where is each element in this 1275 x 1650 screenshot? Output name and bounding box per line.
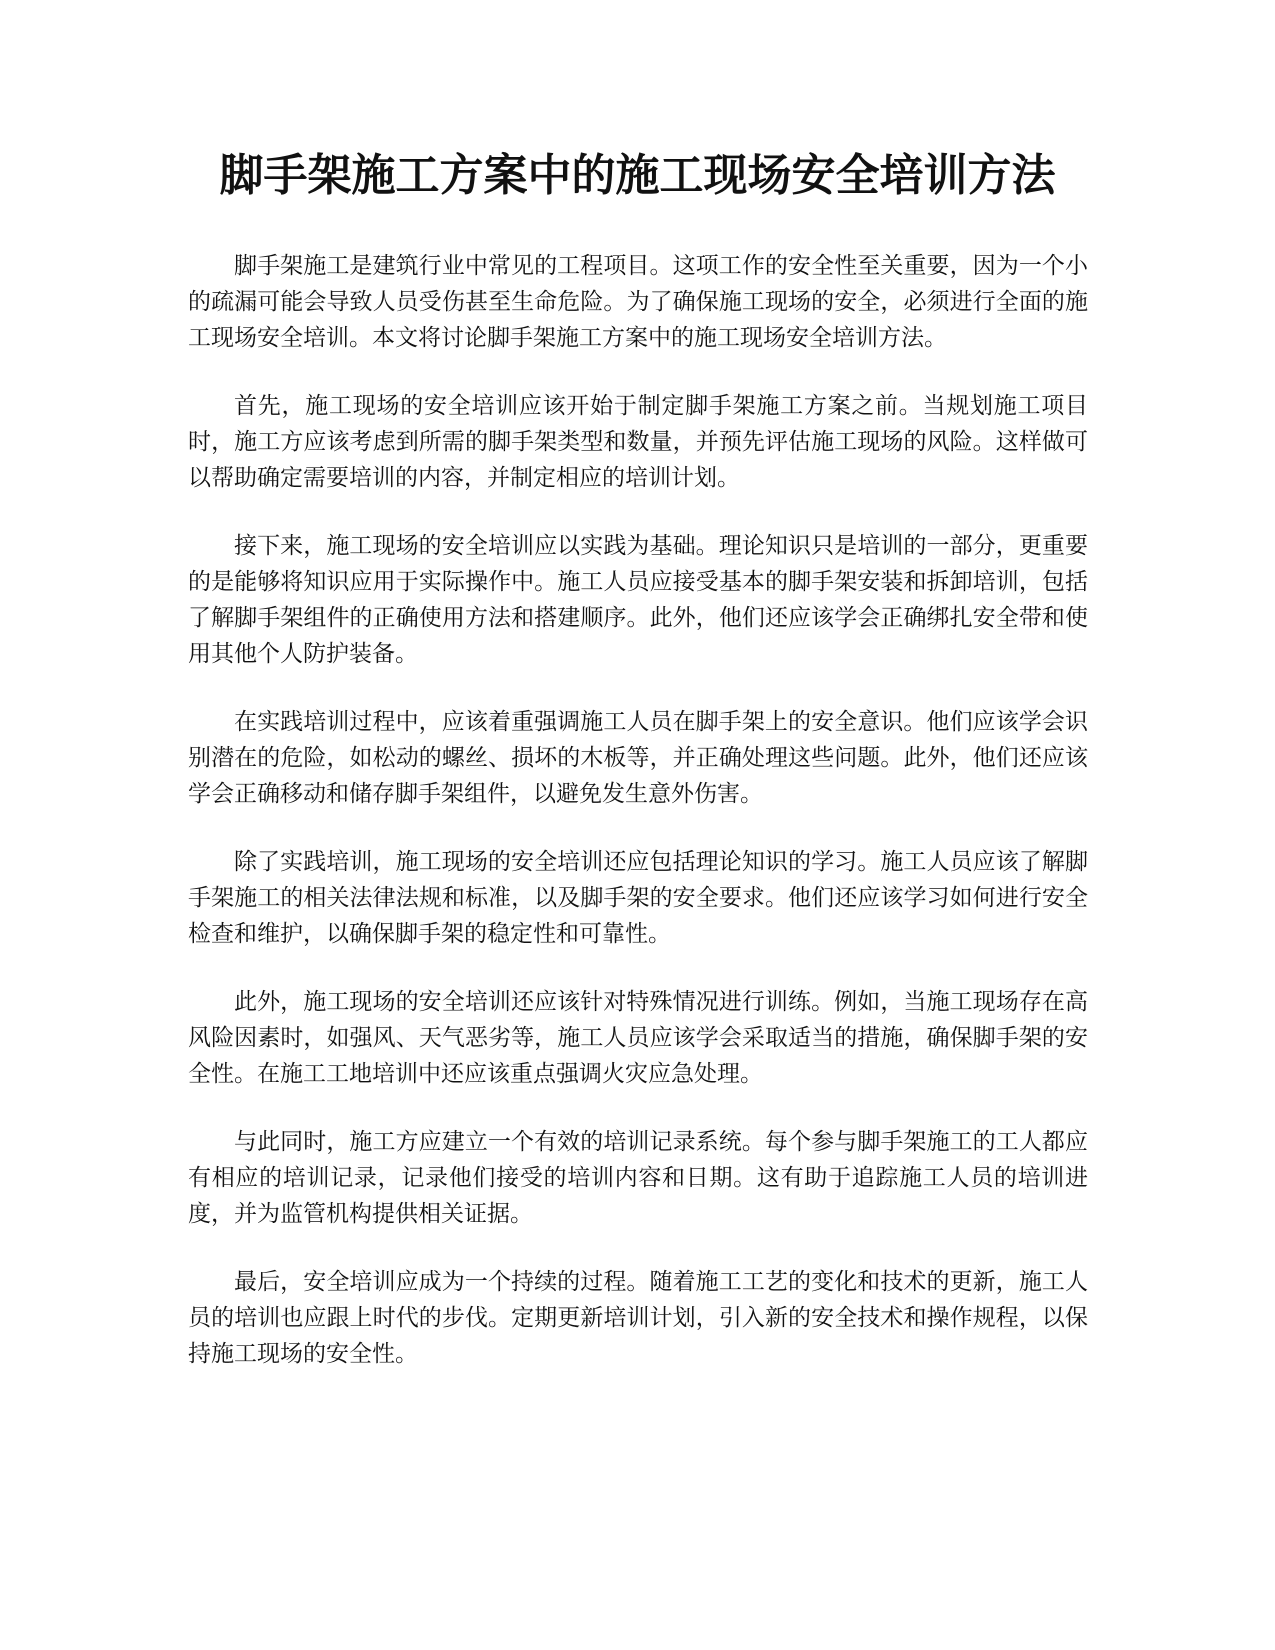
paragraph-7: 与此同时，施工方应建立一个有效的培训记录系统。每个参与脚手架施工的工人都应有相应的培训记录，记录他们接受的培训内容和日期。这有助于追踪施工人员的培训进度，并为监管机构提供相关证据。 bbox=[188, 1129, 1088, 1227]
paragraph-1: 脚手架施工是建筑行业中常见的工程项目。这项工作的安全性至关重要，因为一个小的疏漏可能会导致人员受伤甚至生命危险。为了确保施工现场的安全，必须进行全面的施工现场安全培训。本文将讨论脚手架施工方案中的施工现场安全培训方法。 bbox=[188, 253, 1088, 351]
paragraph-4: 在实践培训过程中，应该着重强调施工人员在脚手架上的安全意识。他们应该学会识别潜在的危险，如松动的螺丝、损坏的木板等，并正确处理这些问题。此外，他们还应该学会正确移动和储存脚手架组件，以避免发生意外伤害。 bbox=[188, 709, 1088, 807]
document-title: 脚手架施工方案中的施工现场安全培训方法 bbox=[219, 150, 1056, 201]
paragraph-2: 首先，施工现场的安全培训应该开始于制定脚手架施工方案之前。当规划施工项目时，施工方应该考虑到所需的脚手架类型和数量，并预先评估施工现场的风险。这样做可以帮助确定需要培训的内容，并制定相应的培训计划。 bbox=[188, 393, 1088, 491]
document-body bbox=[188, 248, 1088, 1404]
paragraph-6: 此外，施工现场的安全培训还应该针对特殊情况进行训练。例如，当施工现场存在高风险因素时，如强风、天气恶劣等，施工人员应该学会采取适当的措施，确保脚手架的安全性。在施工工地培训中还应该重点强调火灾应急处理。 bbox=[188, 989, 1088, 1087]
paragraph-5: 除了实践培训，施工现场的安全培训还应包括理论知识的学习。施工人员应该了解脚手架施工的相关法律法规和标准，以及脚手架的安全要求。他们还应该学习如何进行安全检查和维护，以确保脚手架的稳定性和可靠性。 bbox=[188, 849, 1088, 947]
paragraph-3: 接下来，施工现场的安全培训应以实践为基础。理论知识只是培训的一部分，更重要的是能够将知识应用于实际操作中。施工人员应接受基本的脚手架安装和拆卸培训，包括了解脚手架组件的正确使用方法和搭建顺序。此外，他们还应该学会正确绑扎安全带和使用其他个人防护装备。 bbox=[188, 533, 1088, 667]
paragraph-8: 最后，安全培训应成为一个持续的过程。随着施工工艺的变化和技术的更新，施工人员的培训也应跟上时代的步伐。定期更新培训计划，引入新的安全技术和操作规程，以保持施工现场的安全性。 bbox=[188, 1269, 1088, 1367]
